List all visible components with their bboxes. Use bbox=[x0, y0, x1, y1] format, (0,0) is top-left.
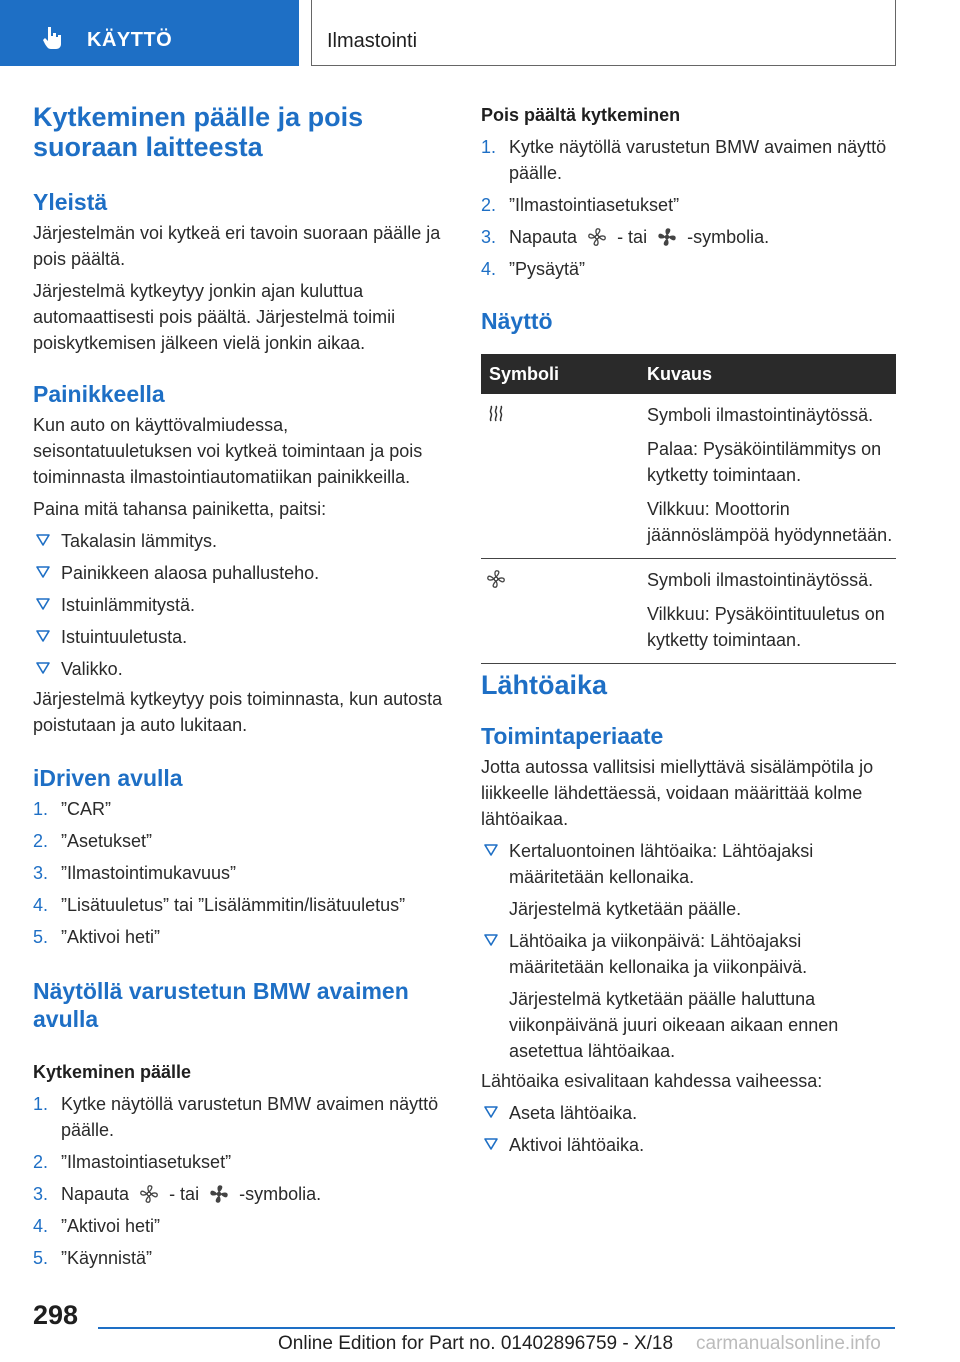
column-header-description: Kuvaus bbox=[647, 364, 713, 384]
button-exception-list bbox=[33, 528, 443, 682]
fan-icon bbox=[486, 569, 506, 589]
table-cell: Symboli ilmastointinäytössä. bbox=[647, 570, 874, 590]
symbol-table bbox=[481, 354, 896, 664]
general-paragraph-2: Järjestelmä kytkeytyy jonkin ajan kuluttua automaattisesti pois päältä. Järjestelmä toimii poiskytkemisen jälkeen vielä jonkin aikaa. bbox=[33, 281, 396, 353]
departure-paragraph-2: Lähtöaika esivalitaan kahdessa vaiheessa: bbox=[481, 1071, 823, 1091]
list-item: 5. ”Aktivoi heti” bbox=[33, 927, 161, 947]
fan-filled-icon bbox=[657, 227, 677, 247]
departure-steps-list bbox=[481, 1100, 896, 1158]
key-off-subheading: Pois päältä kytkeminen bbox=[481, 105, 681, 125]
key-off-steps bbox=[481, 134, 896, 282]
triangle-bullet-icon bbox=[36, 597, 50, 611]
table-cell: Symboli ilmastointinäytössä. bbox=[647, 405, 874, 425]
chapter-title: Ilmastointi bbox=[327, 30, 418, 52]
triangle-bullet-icon bbox=[36, 565, 50, 579]
table-cell: Vilkkuu: Pysäköintituuletus on kytketty toimintaan. bbox=[647, 604, 885, 650]
footer-edition: Online Edition for Part no. 01402896759 - X/18 bbox=[278, 1333, 674, 1354]
page-number: 298 bbox=[33, 1300, 79, 1330]
triangle-bullet-icon bbox=[36, 629, 50, 643]
table-row bbox=[481, 394, 896, 559]
triangle-bullet-icon bbox=[36, 661, 50, 675]
list-item: 4. ”Pysäytä” bbox=[481, 259, 586, 279]
triangle-bullet-icon bbox=[484, 933, 498, 947]
heading-key: Näytöllä varustetun BMW avaimen avulla bbox=[33, 978, 409, 1032]
button-paragraph-2: Paina mitä tahansa painiketta, paitsi: bbox=[33, 499, 327, 519]
watermark: carmanualsonline.info bbox=[696, 1333, 881, 1354]
triangle-bullet-icon bbox=[484, 843, 498, 857]
footer-divider bbox=[98, 1327, 895, 1329]
list-item: 3. ”Ilmastointimukavuus” bbox=[33, 863, 237, 883]
list-item: Kertaluontoinen lähtöaika: Lähtöajaksi määritetään kellonaika. Järjestelmä kytketään päälle. bbox=[481, 838, 896, 922]
heading-general: Yleistä bbox=[33, 189, 108, 215]
general-paragraph-1: Järjestelmän voi kytkeä eri tavoin suoraan päälle ja pois päältä. bbox=[33, 223, 441, 269]
button-paragraph-3: Järjestelmä kytkeytyy pois toiminnasta, kun autosta poistutaan ja auto lukitaan. bbox=[33, 689, 443, 735]
fan-icon bbox=[587, 227, 607, 247]
section-label: KÄYTTÖ bbox=[87, 29, 173, 51]
heading-display: Näyttö bbox=[481, 308, 553, 334]
key-on-steps bbox=[33, 1091, 443, 1271]
list-item: 1. ”CAR” bbox=[33, 799, 111, 819]
page-title: Kytkeminen päälle ja pois suoraan laitteesta bbox=[33, 102, 364, 162]
fan-icon bbox=[139, 1184, 159, 1204]
column-header-symbol: Symboli bbox=[489, 364, 560, 384]
page-header bbox=[0, 0, 960, 66]
departure-modes-list bbox=[481, 838, 896, 1064]
list-item: 2. ”Ilmastointiasetukset” bbox=[481, 195, 680, 215]
list-item: 1. Kytke näytöllä varustetun BMW avaimen näyttö päälle. bbox=[481, 137, 887, 183]
list-item: 2. ”Ilmastointiasetukset” bbox=[33, 1152, 232, 1172]
heading-principle: Toimintaperiaate bbox=[481, 723, 664, 749]
list-item: 5. ”Käynnistä” bbox=[33, 1248, 153, 1268]
list-item: Aktivoi lähtöaika. bbox=[481, 1132, 896, 1158]
table-cell: Palaa: Pysäköintilämmitys on kytketty toimintaan. bbox=[647, 439, 882, 485]
list-item: Takalasin lämmitys. bbox=[33, 528, 443, 554]
list-item: Valikko. bbox=[33, 656, 443, 682]
list-item: Istuintuuletusta. bbox=[33, 624, 443, 650]
heading-departure: Lähtöaika bbox=[481, 670, 608, 700]
table-row bbox=[481, 559, 896, 664]
departure-paragraph-1: Jotta autossa vallitsisi miellyttävä sisälämpötila jo liikkeelle lähdettäessä, voidaan määrittää kolme lähtöaikaa. bbox=[481, 757, 874, 829]
table-cell: Vilkkuu: Moottorin jäännöslämpöä hyödynnetään. bbox=[647, 499, 893, 545]
triangle-bullet-icon bbox=[484, 1137, 498, 1151]
list-item: Painikkeen alaosa puhallusteho. bbox=[33, 560, 443, 586]
list-item: Aseta lähtöaika. bbox=[481, 1100, 896, 1126]
fan-filled-icon bbox=[209, 1184, 229, 1204]
list-item: Lähtöaika ja viikonpäivä: Lähtöajaksi määritetään kellonaika ja viikonpäivä. Järjestelmä kytketään päälle haluttuna viikonpäivänä juuri oikeaan aikaan ennen asetettua lähtöaikaa. bbox=[481, 928, 896, 1064]
button-paragraph-1: Kun auto on käyttövalmiudessa, seisontatuuletuksen voi kytkeä toimintaan ja pois toiminnasta ilmastointiautomatiikan painikkeilla. bbox=[33, 415, 423, 487]
triangle-bullet-icon bbox=[484, 1105, 498, 1119]
list-item: Istuinlämmitystä. bbox=[33, 592, 443, 618]
table-header bbox=[481, 354, 896, 394]
list-item: 4. ”Lisätuuletus” tai ”Lisälämmitin/lisätuuletus” bbox=[33, 895, 406, 915]
chapter-box bbox=[311, 0, 896, 66]
hand-pointer-icon bbox=[40, 25, 66, 51]
heading-idrive: iDriven avulla bbox=[33, 765, 183, 791]
heading-button: Painikkeella bbox=[33, 381, 165, 407]
triangle-bullet-icon bbox=[36, 533, 50, 547]
heating-waves-icon bbox=[486, 404, 506, 424]
list-item: 4. ”Aktivoi heti” bbox=[33, 1216, 161, 1236]
section-tab[interactable] bbox=[0, 0, 299, 66]
idrive-steps bbox=[33, 796, 443, 950]
list-item: 2. ”Asetukset” bbox=[33, 831, 153, 851]
list-item: 3. Napauta - tai -symbolia. bbox=[481, 227, 770, 247]
list-item: 1. Kytke näytöllä varustetun BMW avaimen näyttö päälle. bbox=[33, 1094, 439, 1140]
key-on-subheading: Kytkeminen päälle bbox=[33, 1062, 192, 1082]
list-item: 3. Napauta - tai -symbolia. bbox=[33, 1184, 322, 1204]
